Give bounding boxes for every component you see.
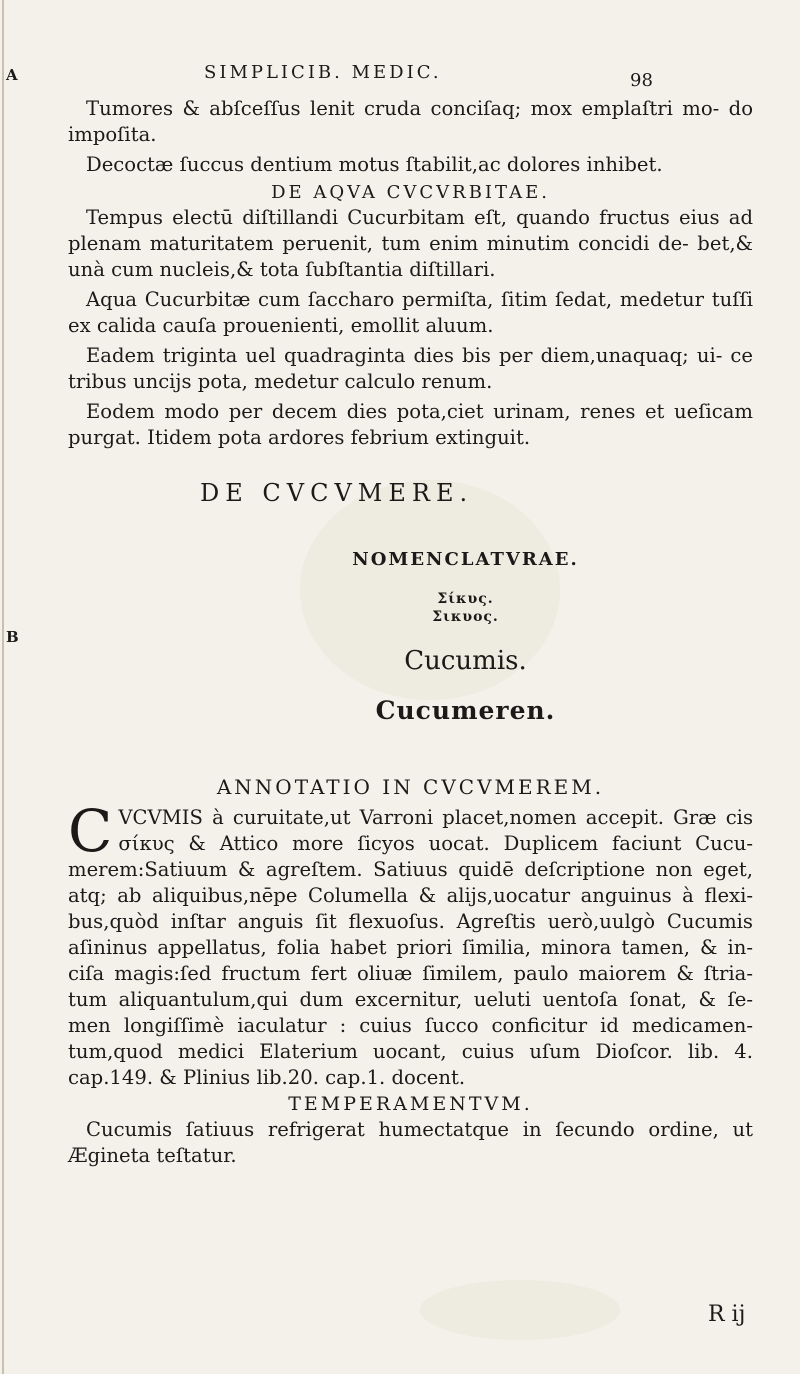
german-name: Cucumeren. (375, 696, 556, 725)
nomenclatura-heading: NOMENCLATVRAE. (352, 549, 579, 570)
greek-name: Σικυος. (432, 609, 499, 625)
paragraph: Eadem triginta uel quadraginta dies bis per diem,unaquaq; ui- ce tribus uncijs pota, medetur calculo renum. (68, 344, 753, 393)
temperamentum-heading: TEMPERAMENTVM. (288, 1093, 533, 1115)
folio-number: 98 (630, 70, 653, 91)
aqua-heading: DE AQVA CVCVRBITAE. (271, 182, 550, 203)
paper-stain (420, 1280, 620, 1340)
main-text (68, 96, 753, 1173)
drop-cap: C (68, 797, 113, 865)
margin-letter-b: B (6, 628, 19, 646)
catchword: R ij (708, 1302, 746, 1327)
page-edge-shadow (2, 0, 4, 1374)
margin-letter-a: A (6, 66, 18, 84)
cucumere-heading: DE CVCVMERE. (200, 479, 474, 507)
greek-name: Σίκυς. (437, 591, 494, 607)
paragraph: Eodem modo per decem dies pota,ciet urinam, renes et ueſicam purgat. Itidem pota ardores febrium extinguit. (68, 400, 753, 449)
annotatio-text: VCVMIS à curuitate,ut Varroni placet,nomen accepit. Græ cis σίκυς & Attico more ſicyos uocat. Duplicem faciunt Cucu- merem:Satiuum & agreſtem. Satiuus quidē deſcriptione non eget, atq; ab aliquibus,nēpe Columella & alijs,uocatur anguinus à flexi- bus,quòd inſtar anguis ſit flexuoſus. Agreſtis uerò,uulgò Cucumis aſininus appellatus, folia habet priori ſimilia, minora tamen, & in- ciſa magis:ſed fructum fert oliuæ ſimilem, paulo maiorem & ſtria- tum aliquantulum,qui dum excernitur, ueluti uentoſa ſonat, & ſe- men longiſſimè iaculatur : cuius ſucco conficitur id medicamen- tum,quod medici Elaterium uocant, cuius uſum Dioſcor. lib. 4. cap.149. & Plinius lib.20. cap.1. docent. (68, 806, 753, 1089)
paragraph: Tumores & abſceſſus lenit cruda conciſaq; mox emplaſtri mo- do impoſita. (68, 97, 753, 146)
latin-name: Cucumis. (404, 646, 527, 676)
paragraph: Tempus electū diſtillandi Cucurbitam eſt, quando fructus eius ad plenam maturitatem peruenit, tum enim minutim concidi de- bet,& unà cum nucleis,& tota ſubſtantia diſtillari. (68, 206, 753, 281)
annotatio-heading: ANNOTATIO IN CVCVMEREM. (216, 775, 605, 799)
annotatio-paragraph (68, 797, 753, 1091)
paragraph: Decoctæ ſuccus dentium motus ſtabilit,ac dolores inhibet. (86, 153, 663, 176)
paragraph: Cucumis ſatiuus refrigerat humectatque in ſecundo ordine, ut Ægineta teſtatur. (68, 1118, 753, 1167)
paragraph: Aqua Cucurbitæ cum ſaccharo permiſta, ſitim ſedat, medetur tuſſi ex calida cauſa prouenienti, emollit aluum. (68, 288, 753, 337)
running-head: SIMPLICIB. MEDIC. (204, 62, 442, 83)
